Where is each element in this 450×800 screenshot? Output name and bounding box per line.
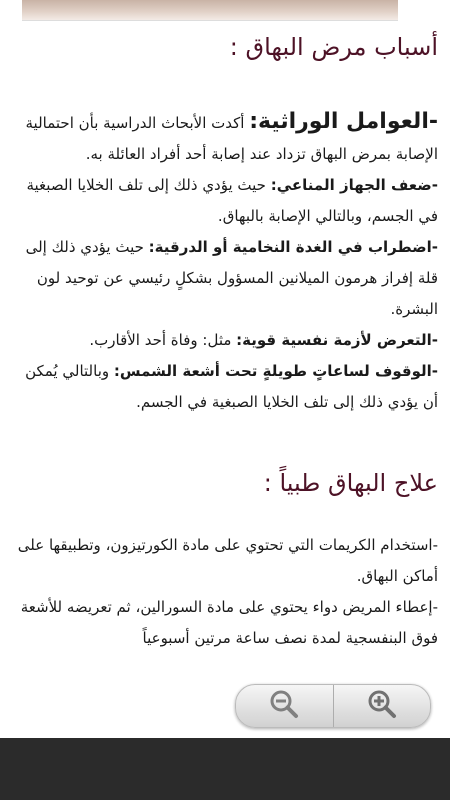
zoom-out-button[interactable] (236, 685, 333, 727)
system-navigation-bar (0, 738, 450, 800)
cause-term: -ضعف الجهاز المناعي: (270, 176, 438, 194)
zoom-out-icon (268, 688, 300, 724)
cause-text: أكدت الأبحاث الدراسية بأن احتمالية الإصابة بمرض البهاق تزداد عند إصابة أحد أفراد العائلة به. (25, 114, 438, 163)
cause-glands (14, 232, 438, 325)
section-heading-treatment: علاج البهاق طبياً : (263, 469, 438, 497)
cause-immune (14, 170, 438, 232)
section-heading-causes: أسباب مرض البهاق : (229, 33, 438, 61)
cause-term: -العوامل الوراثية: (249, 109, 438, 134)
cause-text: حيث يؤدي ذلك إلى قلة إفراز هرمون الميلانين المسؤول بشكلٍ رئيسي عن توحيد لون البشرة. (25, 238, 438, 318)
cause-genetic (14, 106, 438, 170)
treatment-psoralen: -إعطاء المريض دواء يحتوي على مادة السورالين، ثم تعريضه للأشعة فوق البنفسجية لمدة نصف ساعة مرتين أسبوعياً (20, 598, 438, 647)
zoom-controls (235, 684, 431, 728)
cause-term: -الوقوف لساعاتٍ طويلةٍ تحت أشعة الشمس: (113, 362, 438, 380)
zoom-in-icon (366, 688, 398, 724)
cause-text: مثل: وفاة أحد الأقارب. (89, 331, 237, 349)
article-content (0, 22, 450, 738)
cause-term: -اضطراب في الغدة النخامية أو الدرقية: (148, 238, 438, 256)
cause-term: -التعرض لأزمة نفسية قوية: (236, 331, 438, 349)
cause-stress (14, 325, 438, 356)
article-image (22, 0, 398, 21)
cause-sun (14, 356, 438, 418)
cause-text: وبالتالي يُمكن أن يؤدي ذلك إلى تلف الخلايا الصبغية في الجسم. (25, 362, 438, 411)
zoom-in-button[interactable] (333, 685, 431, 727)
cause-text: حيث يؤدي ذلك إلى تلف الخلايا الصبغية في الجسم، وبالتالي الإصابة بالبهاق. (26, 176, 438, 225)
treatment-creams: -استخدام الكريمات التي تحتوي على مادة الكورتيزون، وتطبيقها على أماكن البهاق. (17, 536, 438, 585)
